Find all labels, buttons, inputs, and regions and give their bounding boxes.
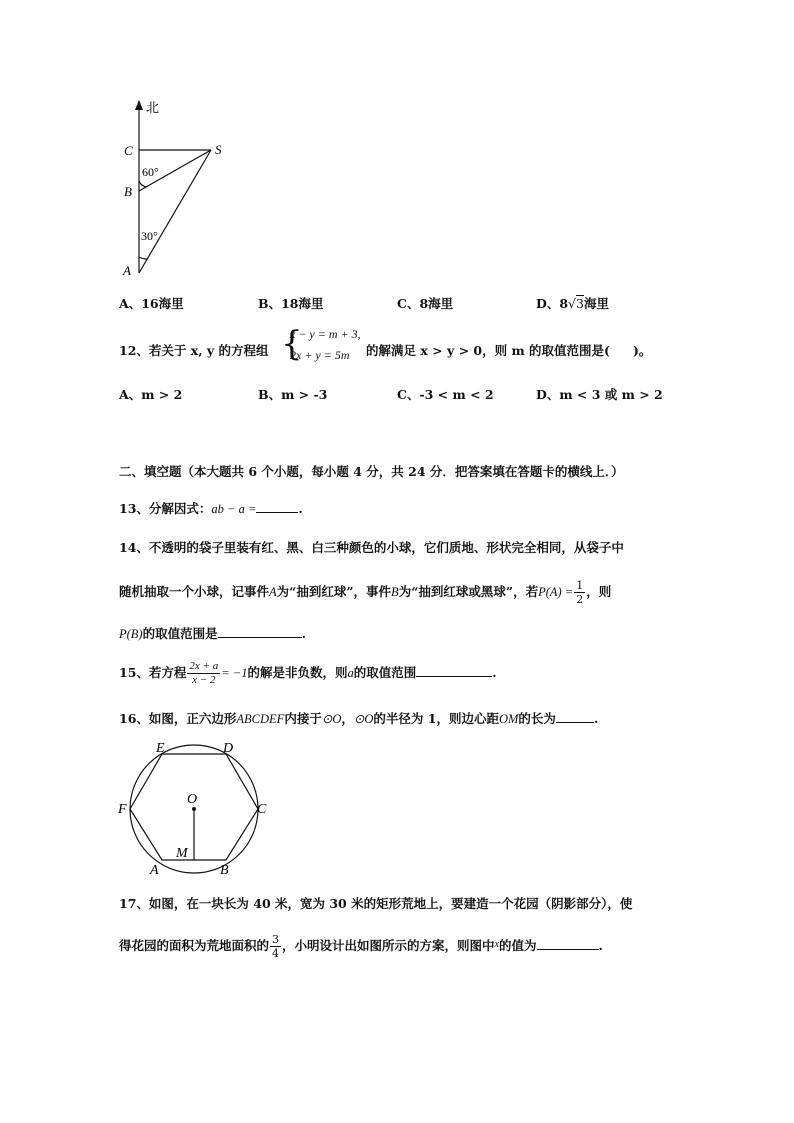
- north-arrow-icon: [135, 100, 143, 110]
- frac-den: x − 2: [192, 674, 216, 686]
- q11-d-suffix: 海里: [583, 296, 609, 311]
- pb-expr: P(B): [119, 627, 143, 641]
- frac-num: 3: [272, 933, 280, 946]
- q16: [119, 709, 598, 727]
- label-A: A: [150, 863, 159, 878]
- q16-circle-1: ⊙O: [321, 712, 342, 726]
- q17-text-c: 的值为: [498, 938, 537, 953]
- q16-om: OM: [498, 712, 519, 726]
- q13-lead: 13、分解因式：: [119, 501, 212, 516]
- q15-tail: 的取值范围: [353, 665, 417, 680]
- q15-lead: 15、若方程: [119, 665, 187, 680]
- q17-text-a: 得花园的面积为荒地面积的: [119, 938, 270, 953]
- answer-blank: [537, 937, 599, 950]
- sqrt-icon: √: [568, 296, 577, 311]
- q17-end: .: [598, 938, 603, 953]
- q12-eq1: x − y = m + 3,: [290, 327, 361, 341]
- q12-lead: 12、若关于 x, y 的方程组: [119, 343, 269, 358]
- q13: [119, 499, 303, 517]
- q15-mid: 的解是非负数，则: [247, 665, 348, 680]
- q15-fraction: [187, 660, 220, 687]
- angle-arc-B: [139, 181, 147, 187]
- q16-mid1: 内接于: [284, 711, 322, 726]
- q16-end: .: [593, 711, 599, 726]
- q12-option-a: A、m > 2: [119, 387, 183, 402]
- q14-text-a: 随机抽取一个小球，记事件: [119, 584, 270, 599]
- q11-d-prefix: D、8: [536, 296, 569, 311]
- fraction-three-quarters: [270, 933, 281, 960]
- q15: [119, 660, 497, 687]
- answer-blank: [556, 710, 594, 723]
- answer-blank: [218, 625, 302, 638]
- label-north: 北: [146, 100, 160, 115]
- section-heading: 二、填空题（本大题共 6 个小题，每小题 4 分，共 24 分．把答案填在答题卡的横线上．）: [119, 464, 624, 479]
- q12-option-b: B、m > ‑3: [258, 387, 328, 402]
- label-B: B: [124, 184, 132, 199]
- label-C: C: [124, 143, 133, 158]
- q15-end: .: [492, 665, 497, 680]
- q14-line2: [119, 579, 611, 606]
- label-F: F: [118, 802, 127, 817]
- q17-var: x: [494, 939, 499, 950]
- q13-expr: ab − a =: [211, 502, 257, 516]
- label-D: D: [223, 741, 234, 756]
- answer-blank: [256, 500, 298, 513]
- q11-figure: [110, 95, 250, 285]
- q14-text-e: 的取值范围是: [142, 626, 218, 641]
- q12-close: )。: [633, 343, 652, 358]
- q14-text-d: ，则: [586, 584, 612, 599]
- label-M: M: [176, 846, 188, 861]
- event-b: B: [391, 585, 399, 599]
- q16-poly: ABCDEF: [236, 712, 285, 726]
- answer-blank: [416, 664, 492, 677]
- label-angle-60: 60°: [142, 165, 159, 179]
- q17-text-b: ，小明设计出如图所示的方案，则图中: [282, 938, 495, 953]
- center-point: [192, 807, 196, 811]
- q16-tail: 的长为: [518, 711, 556, 726]
- frac-num: 2x + a: [189, 660, 219, 672]
- label-O: O: [187, 792, 198, 807]
- q16-lead: 16、如图，正六边形: [119, 711, 237, 726]
- label-A: A: [123, 263, 131, 278]
- q11-option-b: B、18海里: [258, 296, 324, 311]
- q17-line1: 17、如图，在一块长为 40 米，宽为 30 米的矩形荒地上，要建造一个花园（阴影部分），使: [119, 896, 633, 911]
- q11-option-c: C、8海里: [397, 296, 454, 311]
- q12-option-c: C、‑3 < m < 2: [397, 387, 494, 402]
- q17-line2: [119, 933, 603, 960]
- q12-eq2: 2x + y = 5m: [290, 348, 350, 362]
- event-a: A: [269, 585, 277, 599]
- angle-arc-A: [139, 257, 147, 259]
- q15-rhs: = −1: [221, 666, 248, 680]
- label-S: S: [215, 142, 222, 157]
- q16-figure: [112, 735, 282, 883]
- label-angle-30: 30°: [141, 229, 158, 243]
- label-E: E: [156, 741, 165, 756]
- q14-text-c: 为“抽到红球或黑球”，若: [398, 584, 539, 599]
- q16-mid2: ，: [341, 711, 354, 726]
- q13-end: .: [298, 501, 303, 516]
- brace-icon: {: [281, 324, 303, 364]
- q11-option-a: A、16海里: [119, 296, 184, 311]
- q15-var: a: [347, 666, 354, 680]
- q16-mid3: 的半径为 1，则边心距: [373, 711, 499, 726]
- q12-middle: 的解满足 x > y > 0，则 m 的取值范围是(: [366, 343, 610, 358]
- label-B: B: [220, 863, 229, 878]
- frac-num: 1: [576, 579, 584, 592]
- q14-text-b: 为“抽到红球”，事件: [276, 584, 392, 599]
- q11-option-d: [536, 294, 609, 312]
- q14-line3: [119, 624, 306, 642]
- pa-expr: P(A) =: [538, 585, 574, 599]
- q14-end: .: [301, 626, 306, 641]
- frac-den: 2: [576, 593, 584, 606]
- q11-d-radicand: 3: [576, 296, 584, 311]
- q14-line1: 14、不透明的袋子里装有红、黑、白三种颜色的小球，它们质地、形状完全相同，从袋子中: [119, 540, 624, 555]
- label-C: C: [257, 802, 267, 817]
- fraction-half: [574, 579, 585, 606]
- q16-circle-2: ⊙O: [353, 712, 374, 726]
- q12-option-d: D、m < 3 或 m > 2: [536, 387, 663, 402]
- frac-den: 4: [272, 947, 280, 960]
